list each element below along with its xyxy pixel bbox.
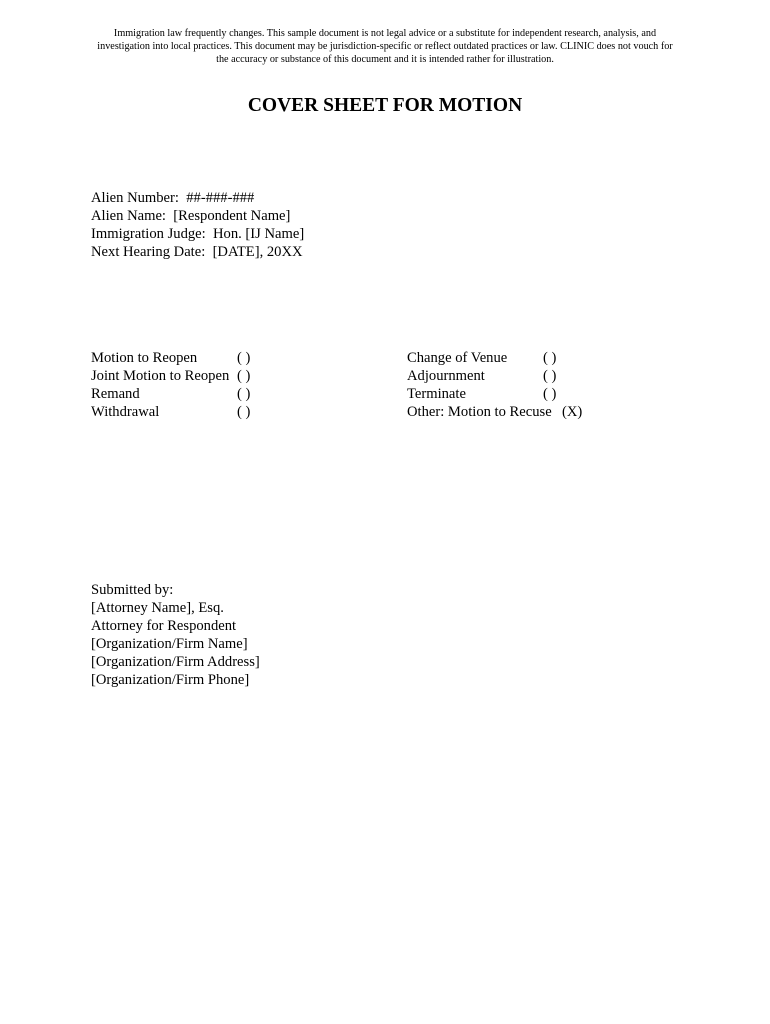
attorney-role: Attorney for Respondent: [91, 618, 237, 634]
organization-name: [Organization/Firm Name]: [91, 636, 248, 652]
alien-name-line: Alien Name: [Respondent Name]: [91, 208, 291, 224]
motion-option-change-of-venue: [407, 349, 597, 367]
alien-number-line: Alien Number: ##-###-###: [91, 190, 255, 206]
motion-option-label: Terminate: [407, 386, 466, 402]
motion-option-label: Motion to Reopen: [91, 350, 198, 366]
motion-option-label: Withdrawal: [91, 404, 160, 420]
motion-option-reopen: [91, 349, 271, 367]
motion-option-label: Remand: [91, 386, 140, 402]
organization-address: [Organization/Firm Address]: [91, 654, 260, 670]
motion-option-checkbox: ( ): [237, 350, 251, 366]
attorney-name: [Attorney Name], Esq.: [91, 600, 224, 616]
motion-option-checkbox: ( ): [543, 350, 557, 366]
motion-option-remand: [91, 385, 271, 403]
motion-option-checkbox: ( ): [237, 404, 251, 420]
motion-option-label: Joint Motion to Reopen: [91, 368, 230, 384]
motion-option-label: Change of Venue: [407, 350, 508, 366]
motion-option-label: Adjournment: [407, 368, 485, 384]
submitted-by-block: [91, 581, 260, 689]
motion-option-checkbox: ( ): [237, 386, 251, 402]
next-hearing-date-line: Next Hearing Date: [DATE], 20XX: [91, 244, 303, 260]
motion-option-other: [407, 403, 597, 421]
immigration-judge-line: Immigration Judge: Hon. [IJ Name]: [91, 226, 305, 242]
motion-option-withdrawal: [91, 403, 271, 421]
organization-phone: [Organization/Firm Phone]: [91, 672, 250, 688]
motion-option-terminate: [407, 385, 597, 403]
motion-options-right: [407, 349, 597, 421]
motion-options-left: [91, 349, 271, 421]
motion-option-checkbox: ( ): [543, 368, 557, 384]
submitted-by-heading: Submitted by:: [91, 582, 174, 598]
motion-option-joint-reopen: [91, 367, 271, 385]
motion-option-adjournment: [407, 367, 597, 385]
motion-option-checkbox: (X): [562, 404, 583, 420]
disclaimer-text: Immigration law frequently changes. This sample document is not legal advice or a substitute for independent research, analysis, and investigation into local practices. This document may be jurisdiction-specific or reflect outdated practices or law. CLINIC does not vouch for the accuracy or substance of this document and it is intended rather for illustration.: [97, 28, 673, 65]
motion-option-label: Other: Motion to Recuse: [407, 404, 552, 420]
page-title: COVER SHEET FOR MOTION: [247, 95, 523, 116]
motion-option-checkbox: ( ): [237, 368, 251, 384]
case-info-block: [91, 189, 304, 261]
motion-option-checkbox: ( ): [543, 386, 557, 402]
